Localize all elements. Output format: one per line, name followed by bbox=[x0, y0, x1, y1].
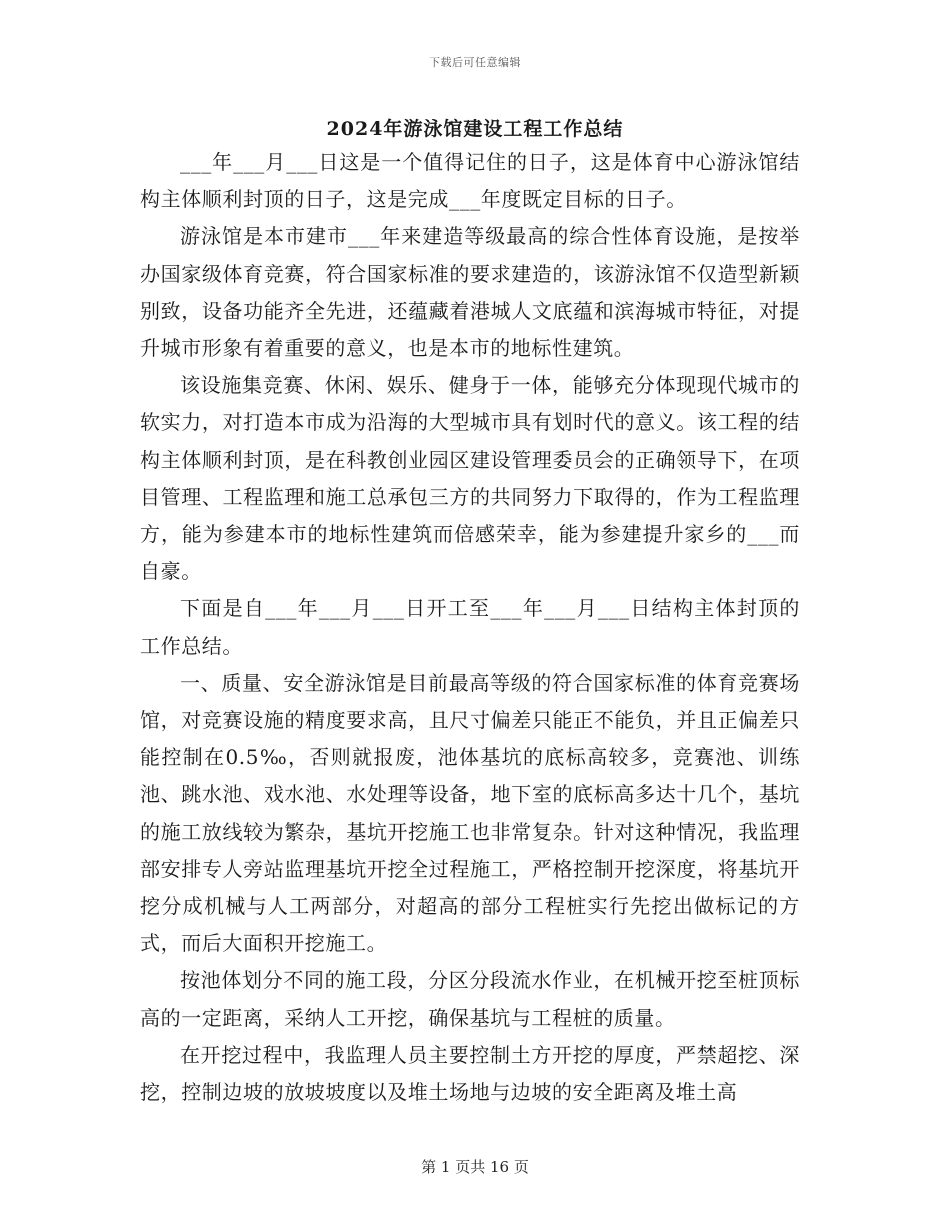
document-title: 2024年游泳馆建设工程工作总结 bbox=[326, 118, 624, 140]
paragraph: 一、质量、安全游泳馆是目前最高等级的符合国家标准的体育竞赛场馆，对竞赛设施的精度要求高，且尺寸偏差只能正不能负，并且正偏差只能控制在0.5‰，否则就报废，池体基坑的底标高较多，竞赛池、训练池、跳水池、戏水池、水处理等设备，地下室的底标高多达十几个，基坑的施工放线较为繁杂，基坑开挖施工也非常复杂。针对这种情况，我监理部安排专人旁站监理基坑开挖全过程施工，严格控制开挖深度，将基坑开挖分成机械与人工两部分，对超高的部分工程桩实行先挖出做标记的方式，而后大面积开挖施工。 bbox=[140, 670, 800, 956]
document-body bbox=[140, 144, 800, 1111]
paragraph: 按池体划分不同的施工段，分区分段流水作业，在机械开挖至桩顶标高的一定距离，采纳人工开挖，确保基坑与工程桩的质量。 bbox=[140, 968, 800, 1030]
header-note: 下载后可任意编辑 bbox=[429, 56, 521, 69]
paragraph: 在开挖过程中，我监理人员主要控制土方开挖的厚度，严禁超挖、深挖，控制边坡的放坡坡度以及堆土场地与边坡的安全距离及堆土高 bbox=[140, 1042, 800, 1105]
paragraph: 下面是自___年___月___日开工至___年___月___日结构主体封顶的工作总结。 bbox=[140, 596, 800, 658]
paragraph: ___年___月___日这是一个值得记住的日子，这是体育中心游泳馆结构主体顺利封顶的日子，这是完成___年度既定目标的日子。 bbox=[140, 150, 800, 212]
page-number-footer: 第 1 页共 16 页 bbox=[421, 1158, 529, 1176]
paragraph: 该设施集竞赛、休闲、娱乐、健身于一体，能够充分体现现代城市的软实力，对打造本市成为沿海的大型城市具有划时代的意义。该工程的结构主体顺利封顶，是在科教创业园区建设管理委员会的正确领导下，在项目管理、工程监理和施工总承包三方的共同努力下取得的，作为工程监理方，能为参建本市的地标性建筑而倍感荣幸，能为参建提升家乡的___而自豪。 bbox=[140, 373, 800, 584]
paragraph: 游泳馆是本市建市___年来建造等级最高的综合性体育设施，是按举办国家级体育竞赛，符合国家标准的要求建造的，该游泳馆不仅造型新颖别致，设备功能齐全先进，还蕴藏着港城人文底蕴和滨海城市特征，对提升城市形象有着重要的意义，也是本市的地标性建筑。 bbox=[140, 224, 800, 361]
